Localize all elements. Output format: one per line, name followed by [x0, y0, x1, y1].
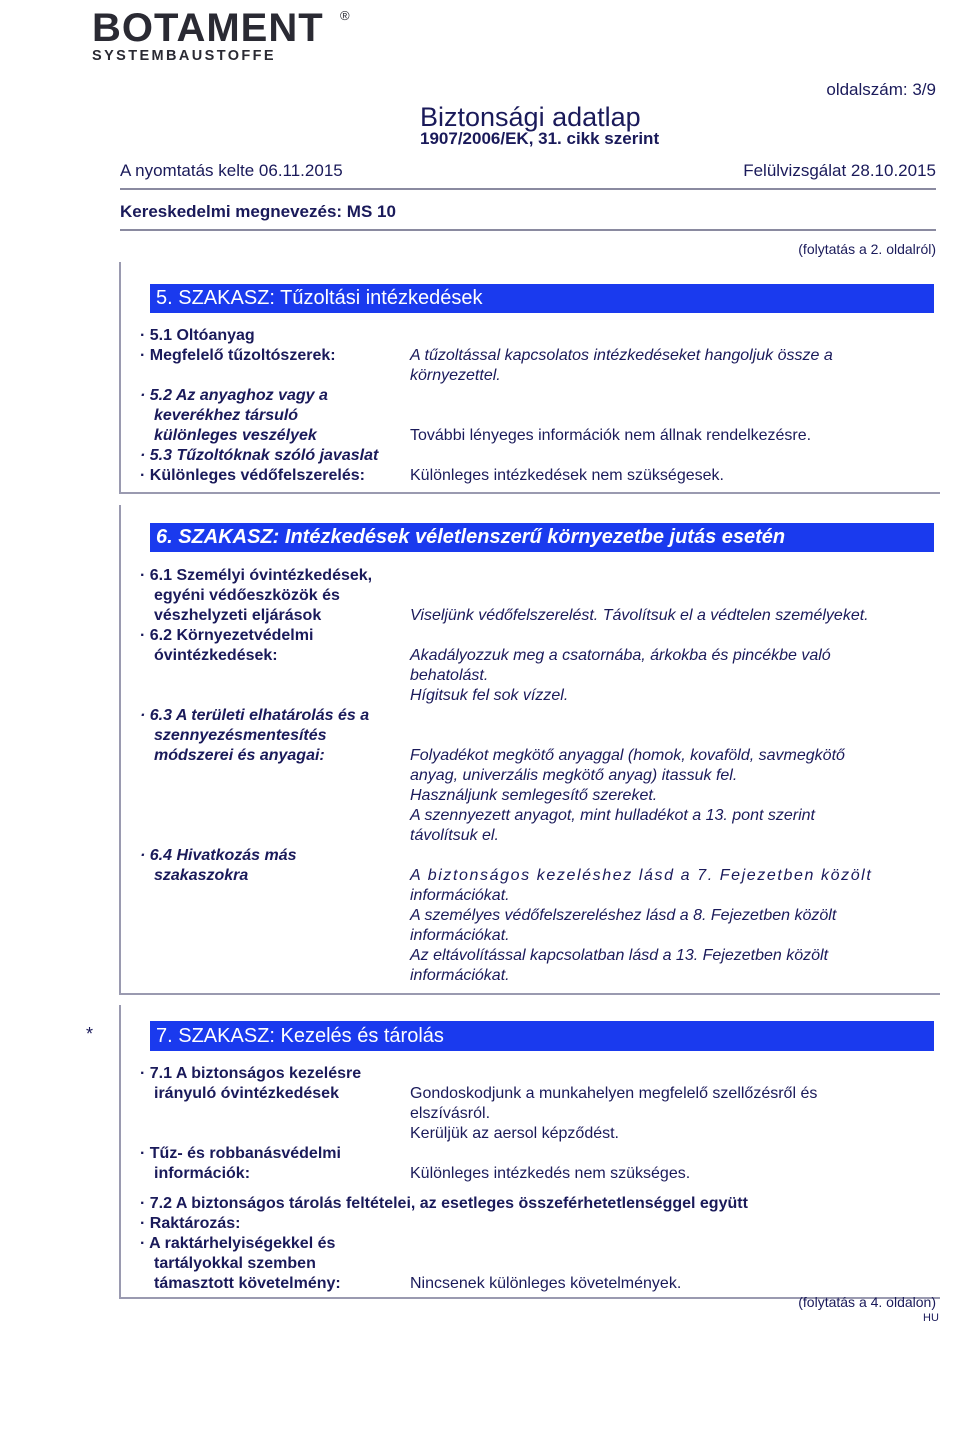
reference-label-1: · 6.4 Hivatkozás más [140, 847, 297, 864]
containment-value-5: távolítsuk el. [410, 827, 499, 844]
header-divider [120, 188, 936, 190]
safe-handling-label-2: irányuló óvintézkedések [154, 1085, 339, 1102]
safe-storage-label: · 7.2 A biztonságos tárolás feltételei, az esetleges összeférhetetlenséggel együtt [140, 1195, 748, 1212]
storage-requirements-value: Nincsenek különleges követelmények. [410, 1275, 682, 1292]
reference-value-3: A személyes védőfelszereléshez lásd a 8. Fejezetben közölt [410, 907, 837, 924]
special-hazards-label-1: · 5.2 Az anyaghoz vagy a [140, 387, 328, 404]
reference-value-1: A biztonságos kezeléshez lásd a 7. Fejezetben közölt [410, 867, 873, 884]
language-code: HU [923, 1312, 939, 1324]
containment-value-4: A szennyezett anyagot, mint hulladékot a 13. pont szerint [410, 807, 815, 824]
revision-marker: * [86, 1024, 94, 1044]
trade-name-divider [120, 229, 936, 231]
firefighter-advice-label: · 5.3 Tűzoltóknak szóló javaslat [140, 447, 379, 464]
personal-precautions-label-2: egyéni védőeszközök és [154, 587, 340, 604]
registered-mark: ® [340, 8, 350, 23]
reference-value-6: információkat. [410, 967, 510, 984]
document-subtitle: 1907/2006/EK, 31. cikk szerint [420, 129, 660, 148]
personal-precautions-value: Viseljünk védőfelszerelést. Távolítsuk el a védtelen személyeket. [410, 607, 869, 624]
fire-protection-label-1: · Tűz- és robbanásvédelmi [140, 1145, 341, 1162]
document-title: Biztonsági adatlap [420, 102, 641, 132]
section-5-heading: 5. SZAKASZ: Tűzoltási intézkedések [150, 284, 934, 313]
fire-protection-value: Különleges intézkedés nem szükséges. [410, 1165, 691, 1182]
protective-equipment-label: · Különleges védőfelszerelés: [140, 467, 365, 484]
page-number: oldalszám: 3/9 [826, 80, 936, 99]
containment-value-1: Folyadékot megkötő anyaggal (homok, kovaföld, savmegkötő [410, 747, 845, 764]
section-7-heading: 7. SZAKASZ: Kezelés és tárolás [150, 1021, 934, 1051]
personal-precautions-label-3: vészhelyzeti eljárások [154, 607, 322, 624]
special-hazards-label-3: különleges veszélyek [154, 427, 317, 444]
revision-date: Felülvizsgálat 28.10.2015 [743, 161, 936, 180]
environmental-precautions-value-3: Hígitsuk fel sok vízzel. [410, 687, 569, 704]
fire-protection-label-2: információk: [154, 1165, 251, 1182]
reference-value-4: információkat. [410, 927, 510, 944]
protective-equipment-value: Különleges intézkedések nem szükségesek. [410, 467, 724, 484]
containment-label-3: módszerei és anyagai: [154, 747, 325, 764]
containment-label-1: · 6.3 A területi elhatárolás és a [140, 707, 370, 724]
continued-from: (folytatás a 2. oldalról) [798, 241, 936, 257]
extinguishing-media-value-2: környezettel. [410, 367, 501, 384]
trade-name: Kereskedelmi megnevezés: MS 10 [120, 202, 396, 221]
storage-requirements-label-1: · A raktárhelyiségekkel és [140, 1235, 336, 1252]
extinguishing-media-value-1: A tűzoltással kapcsolatos intézkedéseket hangoljuk össze a [410, 347, 833, 364]
environmental-precautions-label-2: óvintézkedések: [154, 647, 278, 664]
environmental-precautions-label-1: · 6.2 Környezetvédelmi [140, 627, 314, 644]
containment-label-2: szennyezésmentesítés [154, 727, 327, 744]
continued-on: (folytatás a 4. oldalon) [798, 1294, 936, 1310]
print-date: A nyomtatás kelte 06.11.2015 [120, 161, 343, 180]
containment-value-2: anyag, univerzális megkötő anyag) itassuk fel. [410, 767, 738, 784]
environmental-precautions-value-1: Akadályozzuk meg a csatornába, árkokba és pincékbe való [410, 647, 831, 664]
environmental-precautions-value-2: behatolást. [410, 667, 489, 684]
containment-value-3: Használjunk semlegesítő szereket. [410, 787, 658, 804]
storage-label: · Raktározás: [140, 1215, 241, 1232]
extinguishing-media-label: · Megfelelő tűzoltószerek: [140, 347, 336, 364]
reference-value-2: információkat. [410, 887, 510, 904]
section-6-heading: 6. SZAKASZ: Intézkedések véletlenszerű környezetbe jutás esetén [150, 523, 934, 552]
safe-handling-value-2: elszívásról. [410, 1105, 491, 1122]
logo-tagline: SYSTEMBAUSTOFFE [92, 48, 276, 64]
storage-requirements-label-3: támasztott követelmény: [154, 1275, 341, 1292]
oltoanyag-label: · 5.1 Oltóanyag [140, 327, 255, 344]
safe-handling-value-3: Kerüljük az aersol képződést. [410, 1125, 619, 1142]
logo-wordmark: BOTAMENT [92, 6, 324, 50]
safe-handling-label-1: · 7.1 A biztonságos kezelésre [140, 1065, 362, 1082]
safe-handling-value-1: Gondoskodjunk a munkahelyen megfelelő szellőzésről és [410, 1085, 818, 1102]
reference-label-2: szakaszokra [154, 867, 249, 884]
special-hazards-value: További lényeges információk nem állnak rendelkezésre. [410, 427, 812, 444]
personal-precautions-label-1: · 6.1 Személyi óvintézkedések, [140, 567, 373, 584]
special-hazards-label-2: keverékhez társuló [154, 407, 299, 424]
storage-requirements-label-2: tartályokkal szemben [154, 1255, 316, 1272]
company-logo [92, 6, 350, 64]
reference-value-5: Az eltávolítással kapcsolatban lásd a 13. Fejezetben közölt [410, 947, 829, 964]
